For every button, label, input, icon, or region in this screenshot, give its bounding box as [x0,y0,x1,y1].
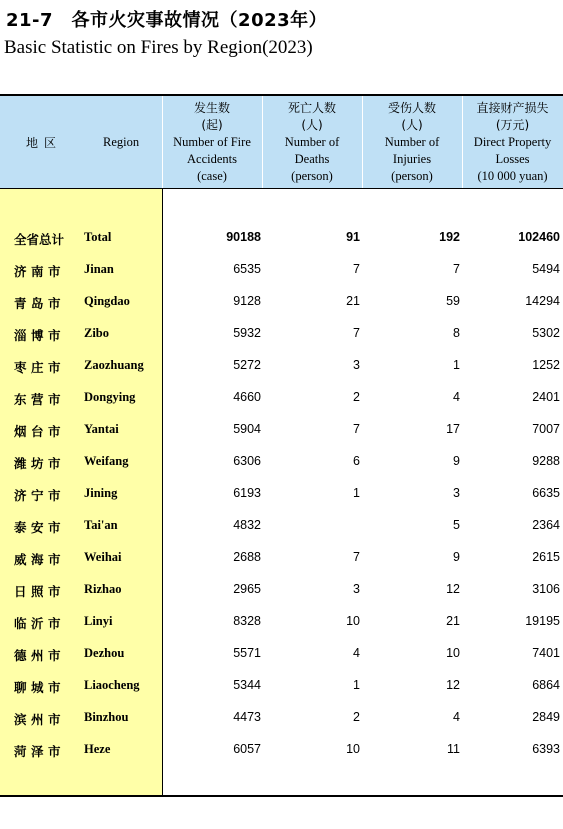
header-line: (person) [391,168,433,183]
header-line: (10 000 yuan) [477,168,548,183]
region-name-en: Liaocheng [84,678,140,692]
cell-losses: 1252 [532,358,560,372]
header-line: Number of [284,134,340,149]
region-name-cn: 潍坊市 [14,456,66,471]
header-line: Losses [495,151,530,166]
region-name-en: Total [84,230,112,244]
cell-deaths: 2 [353,390,360,404]
cell-deaths: 3 [353,358,360,372]
header-line: Number of Fire [173,134,251,149]
table-row [0,254,563,286]
region-header-cn: 地区 [26,136,63,150]
region-name-cn: 淄博市 [14,328,66,343]
header-line: (人) [401,117,423,132]
region-name-cn: 枣庄市 [14,360,66,375]
cell-deaths: 2 [353,710,360,724]
cell-losses: 19195 [525,614,560,628]
cell-injuries: 8 [453,326,460,340]
cell-injuries: 4 [453,710,460,724]
cell-losses: 5494 [532,262,560,276]
region-name-cn: 德州市 [14,648,66,663]
table-row-total [0,222,563,254]
header-line: Deaths [294,151,330,166]
header-line: Direct Property [473,134,552,149]
region-name-en: Weifang [84,454,129,468]
header-line: 受伤人数 [387,100,436,115]
header-line: Accidents [187,151,237,166]
cell-deaths: 1 [353,678,360,692]
region-name-cn: 泰安市 [14,520,66,535]
cell-losses: 9288 [532,454,560,468]
region-name-en: Rizhao [84,582,122,596]
cell-fires: 5932 [233,326,261,340]
table-body [0,189,563,795]
header-property-losses [462,96,563,188]
cell-deaths: 7 [353,326,360,340]
region-name-cn: 济南市 [14,264,66,279]
table-row [0,734,563,766]
header-line: (起) [201,117,223,132]
cell-injuries: 1 [453,358,460,372]
region-name-cn: 临沂市 [14,616,66,631]
table-title-cn: 21-7 各市火灾事故情况（2023年） [6,10,328,31]
cell-injuries: 9 [453,454,460,468]
cell-injuries: 12 [446,678,460,692]
cell-deaths: 4 [353,646,360,660]
cell-injuries: 12 [446,582,460,596]
cell-fires: 5904 [233,422,261,436]
region-name-cn: 东营市 [14,392,66,407]
cell-losses: 6635 [532,486,560,500]
cell-losses: 5302 [532,326,560,340]
cell-injuries: 192 [439,230,460,244]
table-row [0,350,563,382]
table-bottom-border [0,795,563,797]
table-row [0,638,563,670]
region-name-en: Binzhou [84,710,129,724]
cell-deaths: 1 [353,486,360,500]
header-line: (万元) [495,117,530,132]
cell-deaths: 91 [346,230,360,244]
table-row [0,478,563,510]
cell-deaths: 7 [353,262,360,276]
table-row [0,670,563,702]
table-row [0,382,563,414]
region-name-cn: 济宁市 [14,488,66,503]
cell-fires: 2965 [233,582,261,596]
region-name-en: Zibo [84,326,110,340]
header-line: (case) [197,168,227,183]
region-name-cn: 烟台市 [14,424,66,439]
cell-injuries: 10 [446,646,460,660]
table-row [0,702,563,734]
header-line: 死亡人数 [287,100,336,115]
region-name-en: Dezhou [84,646,125,660]
region-name-cn: 青岛市 [14,296,66,311]
region-name-en: Tai'an [84,518,118,532]
region-name-en: Jining [84,486,118,500]
region-name-en: Yantai [84,422,119,436]
cell-fires: 5571 [233,646,261,660]
header-line: Number of [384,134,440,149]
table-row [0,606,563,638]
table-row [0,414,563,446]
cell-injuries: 4 [453,390,460,404]
cell-injuries: 5 [453,518,460,532]
cell-injuries: 9 [453,550,460,564]
fires-table [0,94,563,797]
cell-injuries: 3 [453,486,460,500]
cell-injuries: 11 [447,742,460,756]
cell-fires: 5344 [233,678,261,692]
cell-losses: 2615 [532,550,560,564]
region-name-en: Weihai [84,550,122,564]
header-line: 发生数 [193,100,230,115]
header-line: (person) [291,168,333,183]
region-name-en: Linyi [84,614,113,628]
cell-fires: 8328 [233,614,261,628]
cell-fires: 90188 [226,230,261,244]
region-name-cn: 日照市 [14,584,66,599]
cell-deaths: 7 [353,550,360,564]
cell-deaths: 10 [346,742,360,756]
header-line: (人) [301,117,323,132]
region-header-en: Region [103,135,140,149]
cell-losses: 14294 [525,294,560,308]
cell-fires: 4832 [233,518,261,532]
cell-losses: 6393 [532,742,560,756]
cell-deaths: 7 [353,422,360,436]
region-name-en: Zaozhuang [84,358,144,372]
cell-losses: 2364 [532,518,560,532]
header-deaths [262,96,362,188]
cell-deaths: 10 [346,614,360,628]
cell-fires: 6193 [233,486,261,500]
cell-deaths: 3 [353,582,360,596]
cell-losses: 3106 [532,582,560,596]
table-row [0,286,563,318]
cell-fires: 4660 [233,390,261,404]
cell-fires: 2688 [233,550,261,564]
table-row [0,318,563,350]
cell-deaths: 21 [346,294,360,308]
region-name-cn: 聊城市 [14,680,66,695]
cell-injuries: 59 [446,294,460,308]
cell-fires: 6057 [233,742,261,756]
cell-losses: 102460 [518,230,560,244]
region-name-en: Dongying [84,390,136,404]
cell-injuries: 7 [453,262,460,276]
region-name-en: Heze [84,742,111,756]
table-row [0,542,563,574]
cell-fires: 4473 [233,710,261,724]
cell-fires: 9128 [233,294,261,308]
cell-deaths: 6 [353,454,360,468]
cell-losses: 7007 [532,422,560,436]
cell-injuries: 17 [446,422,460,436]
region-name-cn: 滨州市 [14,712,66,727]
table-row [0,510,563,542]
region-name-cn: 威海市 [14,552,66,567]
cell-fires: 6306 [233,454,261,468]
table-header [0,96,563,189]
cell-losses: 2849 [532,710,560,724]
cell-injuries: 21 [446,614,460,628]
table-title-en: Basic Statistic on Fires by Region(2023) [4,37,313,58]
table-row [0,446,563,478]
region-name-cn: 菏泽市 [14,744,66,759]
region-name-en: Qingdao [84,294,130,308]
cell-losses: 2401 [532,390,560,404]
cell-losses: 7401 [532,646,560,660]
cell-fires: 5272 [233,358,261,372]
region-name-en: Jinan [84,262,114,276]
table-row [0,574,563,606]
header-fire-accidents [162,96,262,188]
header-line: Injuries [392,151,432,166]
cell-fires: 6535 [233,262,261,276]
cell-losses: 6864 [532,678,560,692]
header-line: 直接财产损失 [476,100,549,115]
header-injuries [362,96,462,188]
region-name-cn: 全省总计 [14,232,65,247]
